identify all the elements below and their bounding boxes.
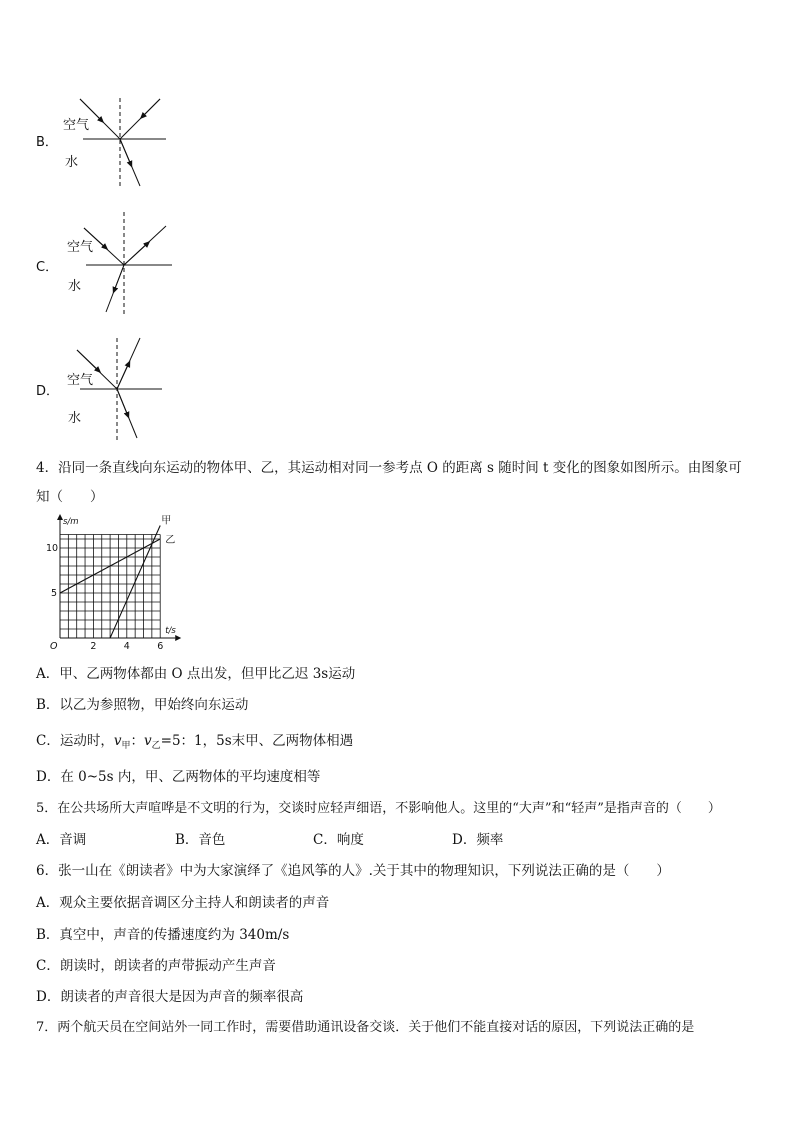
x-axis-arrow bbox=[175, 635, 181, 641]
q5-option-a: A．音调 bbox=[36, 832, 87, 848]
q6-option-c: C．朗读时，朗读者的声带振动产生声音 bbox=[36, 958, 276, 974]
y-tick-label: 5 bbox=[51, 588, 58, 599]
graph-axes bbox=[57, 514, 181, 641]
air-label: 空气 bbox=[67, 373, 94, 388]
q4-stem-line1: 4．沿同一条直线向东运动的物体甲、乙，其运动相对同一参考点 O 的距离 s 随时间 t 变化的图象如图所示。由图象可 bbox=[36, 460, 742, 476]
q4-option-d: D．在 0~5s 内，甲、乙两物体的平均速度相等 bbox=[36, 769, 321, 785]
graph-grid bbox=[60, 535, 160, 639]
series-label: 甲 bbox=[161, 515, 172, 527]
refraction-diagram-c bbox=[36, 210, 196, 315]
q7-stem: 7．两个航天员在空间站外一同工作时，需要借助通讯设备交谈．关于他们不能直接对话的原因，下列说法正确的是 bbox=[36, 1020, 695, 1035]
graph-labels bbox=[46, 515, 176, 653]
refraction-diagram-d bbox=[36, 336, 196, 444]
q4-stem-line2: 知（ ） bbox=[36, 489, 104, 505]
q4-option-b: B．以乙为参照物，甲始终向东运动 bbox=[36, 697, 249, 713]
q4-option-a: A．甲、乙两物体都由 O 点出发，但甲比乙迟 3s运动 bbox=[36, 666, 356, 682]
air-label: 空气 bbox=[67, 240, 94, 255]
option-letter: D． bbox=[36, 384, 60, 399]
option-c-suffix: =5：1，5s末甲、乙两物体相遇 bbox=[160, 733, 354, 749]
q6-option-a: A．观众主要依据音调区分主持人和朗读者的声音 bbox=[36, 895, 330, 911]
ratio-colon: ： bbox=[130, 733, 144, 749]
origin-label: O bbox=[50, 641, 58, 652]
water-label: 水 bbox=[68, 411, 82, 426]
option-letter: C． bbox=[36, 260, 59, 275]
option-c-prefix: C．运动时， bbox=[36, 733, 114, 749]
air-label: 空气 bbox=[63, 118, 90, 133]
subscript: 甲 bbox=[121, 741, 131, 751]
series-label: 乙 bbox=[165, 535, 176, 546]
x-axis-label: t/s bbox=[165, 626, 176, 636]
refraction-diagram-b bbox=[36, 96, 196, 191]
q6-option-d: D．朗读者的声音很大是因为声音的频率很高 bbox=[36, 989, 304, 1005]
q3-option-b bbox=[36, 96, 196, 191]
y-tick-label: 10 bbox=[46, 543, 59, 554]
velocity-symbol: v bbox=[113, 733, 122, 749]
q5-option-b: B．音色 bbox=[175, 832, 226, 848]
subscript: 乙 bbox=[151, 741, 161, 751]
option-letter: B． bbox=[36, 135, 58, 150]
velocity-symbol: v bbox=[144, 733, 152, 749]
x-tick-label: 2 bbox=[90, 641, 97, 652]
q5-option-c: C．响度 bbox=[313, 832, 364, 848]
q3-option-d bbox=[36, 336, 196, 444]
y-axis-label: s/m bbox=[63, 517, 79, 527]
q6-option-b: B．真空中，声音的传播速度约为 340m/s bbox=[36, 927, 290, 943]
water-label: 水 bbox=[65, 155, 79, 170]
q6-stem: 6．张一山在《朗读者》中为大家演绎了《追风筝的人》.关于其中的物理知识，下列说法正确的是（ ） bbox=[36, 863, 670, 879]
q5-option-d: D．频率 bbox=[452, 832, 504, 848]
q5-stem: 5．在公共场所大声喧哗是不文明的行为，交谈时应轻声细语，不影响他人。这里的“大声”和“轻声”是指声音的（ ） bbox=[36, 801, 721, 816]
distance-time-graph bbox=[34, 512, 194, 652]
x-tick-label: 6 bbox=[157, 641, 164, 652]
water-label: 水 bbox=[68, 279, 82, 294]
q3-option-c bbox=[36, 210, 196, 315]
x-tick-label: 4 bbox=[123, 641, 130, 652]
q4-option-c bbox=[36, 732, 353, 755]
